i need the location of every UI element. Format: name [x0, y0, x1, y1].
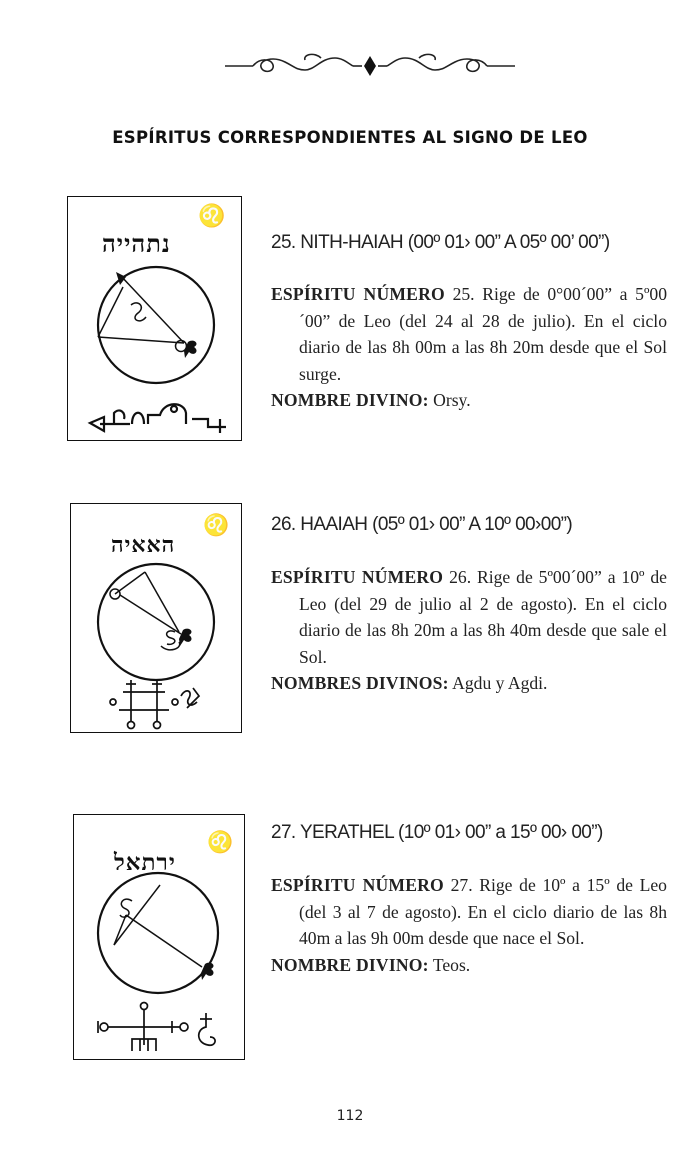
spirit-number: 25.: [452, 284, 475, 304]
hebrew-name: נתהייה: [102, 229, 171, 258]
seal-card: [73, 814, 245, 1060]
spirit-number-label: ESPÍRITU NÚMERO: [271, 875, 444, 895]
divine-name: Agdu y Agdi.: [452, 673, 548, 693]
entry-heading: 27. YERATHEL (10º 01› 00” a 15º 00› 00”): [271, 822, 603, 843]
hebrew-name: האאיה: [111, 532, 176, 558]
chapter-title: ESPÍRITUS CORRESPONDIENTES AL SIGNO DE LEO: [112, 128, 588, 147]
leo-glyph-icon: ♌: [207, 829, 234, 854]
description-text: Rige de 0°00´00” a 5º00´00” de Leo (del 24 al 28 de julio). En el ciclo diario de las 8h 00m a las 8h 20m desde que el Sol surge.: [299, 284, 667, 384]
seal-circle: [98, 267, 214, 383]
spirit-number: 27.: [450, 875, 473, 895]
hebrew-name: ירתאל: [114, 849, 176, 876]
divine-name-label: NOMBRES DIVINOS:: [271, 673, 449, 693]
spirit-number: 26.: [449, 567, 472, 587]
divine-name-label: NOMBRE DIVINO:: [271, 390, 429, 410]
divine-name-line: [271, 670, 667, 697]
entry-description: [271, 872, 667, 952]
divine-name: Teos.: [432, 954, 471, 975]
page-number: 112: [336, 1108, 364, 1124]
seal-circle: [98, 564, 214, 680]
seal-card: [70, 503, 242, 733]
divine-name: Orsy.: [433, 390, 471, 410]
divine-name-line: [271, 952, 667, 979]
spirit-number-label: ESPÍRITU NÚMERO: [271, 567, 444, 587]
seal-circle: [98, 873, 218, 993]
description-text: Rige de 5º00´00” a 10º de Leo (del 29 de julio al 2 de agosto). En el ciclo diario de las 8h 20m a las 8h 40m desde que sale el Sol.: [299, 567, 667, 667]
entry-description: [271, 281, 667, 387]
entry-heading: 25. NITH-HAIAH (00º 01› 00” A 05º 00’ 00”): [271, 232, 610, 253]
entry-body: [271, 281, 667, 414]
entry-body: [271, 872, 667, 978]
spirit-number-label: ESPÍRITU NÚMERO: [271, 284, 445, 304]
leo-glyph-icon: ♌: [203, 512, 230, 537]
entry-heading: 26. HAAIAH (05º 01› 00” A 10º 00›00”): [271, 514, 573, 535]
entry-description: [271, 564, 667, 670]
leo-glyph-icon: ♌: [198, 203, 226, 229]
divine-name-line: [271, 387, 667, 414]
header-ornament: [225, 44, 515, 84]
seal-card: [67, 196, 242, 441]
entry-body: [271, 564, 667, 697]
description-text: Rige de 10º a 15º de Leo (del 3 al 7 de agosto). En el ciclo diario de las 8h 40m a las 9h 00m desde que nace el Sol.: [299, 875, 667, 948]
divine-name-label: NOMBRE DIVINO:: [271, 954, 429, 975]
